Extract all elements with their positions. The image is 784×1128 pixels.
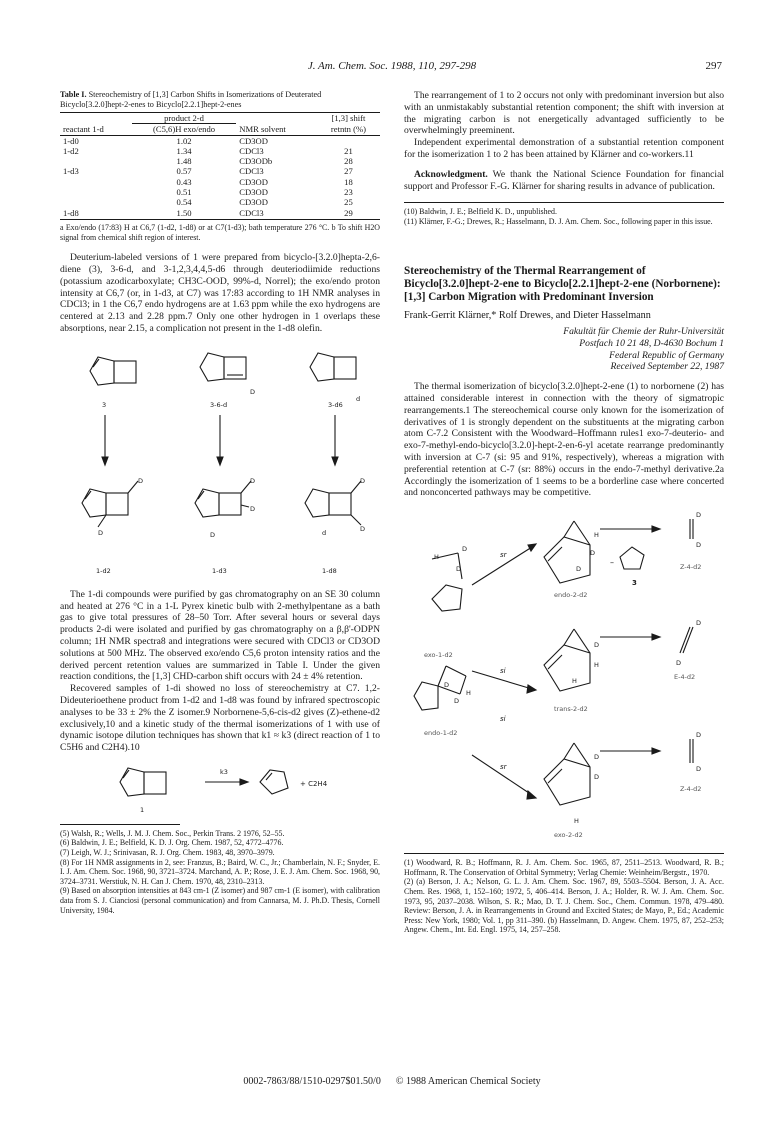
svg-text:d: d: [322, 528, 327, 537]
molecule-label: trans-2-d2: [554, 705, 588, 714]
svg-text:D: D: [454, 697, 460, 706]
cell-reactant: [60, 177, 132, 187]
svg-text:D: D: [594, 753, 600, 762]
cell-ratio: 1.02: [176, 135, 192, 146]
scheme-label: 3-6-d: [210, 400, 228, 409]
right-paragraph-2: Independent experimental demonstration of a substantial retention component for the isomerization 1 to 2 has been attained by Klärner and co-workers.11: [404, 137, 724, 160]
cell-ratio: 0.57: [176, 166, 192, 177]
left-column: [60, 90, 380, 915]
molecule-3: [90, 357, 136, 385]
cell-reactant: 1-d0: [63, 135, 79, 146]
scheme-label: 1-d2: [96, 566, 111, 575]
th-solvent: NMR solvent: [239, 123, 286, 134]
acknowledgment: Acknowledgment. We thank the National Science Foundation for financial support and Professor F.-G. Klärner for sharing results in advance of publication.: [404, 168, 724, 192]
svg-text:H: H: [572, 677, 577, 686]
svg-text:D: D: [594, 641, 600, 650]
page-number: 297: [705, 60, 722, 72]
cell-solvent: CD3ODb: [239, 156, 273, 167]
cell-retn: 25: [344, 197, 353, 208]
table-row: [60, 208, 380, 218]
left-footnotes: [60, 829, 380, 915]
cell-retn: 21: [344, 145, 353, 156]
journal-header: J. Am. Chem. Soc. 1988, 110, 297-298: [307, 60, 477, 72]
compound-3-label: 3: [632, 579, 637, 588]
svg-text:D: D: [462, 545, 468, 554]
svg-text:D: D: [696, 541, 702, 550]
molecule-3-d6: [310, 353, 356, 381]
table-row: [60, 146, 380, 156]
th-shift: [1,3] shift: [331, 113, 366, 123]
table-row: [60, 177, 380, 187]
cell-ratio: 0.51: [176, 187, 192, 198]
product-label: Z-4-d2: [680, 563, 702, 572]
cell-retn: 23: [344, 187, 353, 198]
molecule-1-d3: [195, 481, 251, 517]
svg-text:D: D: [576, 565, 582, 574]
table-row: [60, 187, 380, 197]
svg-text:D: D: [250, 387, 256, 396]
svg-text:D: D: [444, 681, 450, 690]
svg-text:H: H: [574, 817, 579, 826]
affiliation-2: Postfach 10 21 48, D-4630 Bochum 1: [579, 337, 724, 349]
svg-text:D: D: [696, 511, 702, 520]
footnote: (8) For 1H NMR assignments in 2, see: Franzus, B.; Baird, W. C., Jr.; Chamberlain, N. F.; Snyder, E. I. J. Am. Chem. Soc. 1968, 90, 3721–3724. Marchand, A. P.; Rose, J. E. J. Am. Chem. Soc. 1968, 90, 3724–3731. Werstiuk, N. H. Can J. Chem. 1970, 48, 2310–2313.: [60, 857, 380, 886]
footer-code: 0002-7863/88/1510-0297$01.50/0: [243, 1076, 381, 1087]
scheme-label: 1-d3: [212, 566, 227, 575]
affiliation-3: Federal Republic of Germany: [609, 349, 724, 361]
svg-text:D: D: [250, 504, 256, 513]
pathway-label: sr: [500, 763, 507, 772]
th-reactant: reactant 1-d: [63, 123, 104, 134]
svg-text:D: D: [696, 731, 702, 740]
scheme-label: 3-d6: [328, 400, 343, 409]
pathway-label: si: [500, 715, 506, 724]
svg-text:D: D: [138, 476, 144, 485]
cell-solvent: CDCl3: [239, 207, 264, 218]
footnote: (6) Baldwin, J. E.; Belfield, K. D. J. Org. Chem. 1987, 52, 4772–4776.: [60, 838, 284, 848]
right-footnotes: [404, 858, 724, 935]
svg-text:D: D: [98, 528, 104, 537]
cell-solvent: CDCl3: [239, 166, 264, 177]
cell-retn: 28: [344, 156, 353, 167]
cell-ratio: 1.48: [176, 156, 192, 167]
pathway-label: sr: [500, 551, 507, 560]
svg-text:D: D: [360, 524, 366, 533]
cell-ratio: 1.34: [176, 145, 192, 156]
svg-text:D: D: [696, 765, 702, 774]
svg-text:–: –: [610, 558, 614, 568]
svg-text:H: H: [466, 689, 471, 698]
scheme-label: 3: [102, 400, 107, 409]
affiliation-1: Fakultät für Chemie der Ruhr-Universität: [563, 325, 724, 337]
left-scheme: [60, 339, 380, 589]
cell-retn: 27: [344, 166, 353, 177]
table-caption: Table I. Stereochemistry of [1,3] Carbon Shifts in Isomerizations of Deuterated Bicyclo[3.2.0]hept-2-enes to Bicyclo[2.2.1]hept-2-enes: [60, 90, 322, 109]
svg-text:D: D: [210, 530, 216, 539]
reactant-1-label: 1: [140, 805, 145, 814]
svg-text:D: D: [250, 476, 256, 485]
molecule-label: endo-1-d2: [424, 729, 458, 738]
cell-retn: [317, 135, 380, 146]
molecule-label: exo-2-d2: [554, 831, 583, 840]
article-title: Stereochemistry of the Thermal Rearrangement of Bicyclo[3.2.0]hept-2-ene to Bicyclo[2.2.1]hept-2-ene (Norbornene): [1,3] Carbon Migration with Predominant Inversion: [404, 264, 721, 303]
th-retn: retntn (%): [330, 123, 366, 134]
th-ratio: (C5,6)H exo/endo: [153, 124, 216, 135]
cell-reactant: [60, 156, 132, 166]
cell-solvent: CD3OD: [239, 135, 268, 146]
cell-reactant: 1-d8: [63, 207, 79, 218]
right-top-footnotes: [404, 207, 724, 226]
table-row: [60, 156, 380, 166]
svg-text:D: D: [590, 549, 596, 558]
svg-text:d: d: [356, 394, 361, 403]
pathway-label: si: [500, 667, 506, 676]
footer-copyright: © 1988 American Chemical Society: [395, 1076, 541, 1087]
scheme-label: 1-d8: [322, 566, 337, 575]
molecule-label: exo-1-d2: [424, 651, 453, 660]
table-row: [60, 166, 380, 176]
right-paragraph-1: The rearrangement of 1 to 2 occurs not only with predominant inversion but also with an unmistakably substantial retention component; the shift with inversion at the migrating carbon is not energetically advantaged sufficiently to be overwhelmingly preeminent.: [404, 90, 724, 137]
table-row: [60, 135, 380, 146]
cell-retn: 18: [344, 176, 353, 187]
svg-text:D: D: [360, 476, 366, 485]
authors: Frank-Gerrit Klärner,* Rolf Drewes, and Dieter Hasselmann: [404, 310, 651, 322]
molecule-1-d2: [82, 481, 138, 527]
table-caption-text: Stereochemistry of [1,3] Carbon Shifts in Isomerizations of Deuterated Bicyclo[3.2.0]hept-2-enes to Bicyclo[2.2.1]hept-2-enes: [60, 90, 322, 109]
svg-text:D: D: [696, 619, 702, 628]
table-row: [60, 197, 380, 207]
cell-solvent: CD3OD: [239, 197, 268, 208]
cell-reactant: [60, 197, 132, 207]
left-paragraph-3: Recovered samples of 1-di showed no loss of stereochemistry at C7. 1,2-Dideuterioethene product from 1-d2 and 1-d8 was found by infrared spectroscopic analyses to be 33 ± 2% the Z isomer.9 Norbornene-5,6-cis-d2 gives (Z)-ethene-d2 exclusively,10 and a kinetic study of the thermal isomerizations of 1 with use of dynamic isotope dilution techniques has shown that k1 ≈ k3 (direct reaction of 1 to C5H6 and C2H4).10: [60, 683, 380, 754]
c2h4-label: + C2H4: [300, 779, 328, 788]
right-column: [404, 90, 724, 935]
molecule-label: endo-2-d2: [554, 591, 588, 600]
cell-retn: 29: [344, 207, 353, 218]
cell-solvent: CDCl3: [239, 145, 264, 156]
left-paragraph-2: The 1-di compounds were purified by gas chromatography on an SE 30 column and heated at 276 °C in a 1-L Pyrex kinetic bulb with 2-methylpentane as a bath gas to give total pressures of 28–50 Torr. After several hours or several days products 2-di were isolated and purified by gas chromatography on a β,β'-ODPN column; 1H NMR spectra8 and integrations were secured with CDCl3 or CD3OD solutions at 500 MHz. The observed exo/endo C5,6 proton intensity ratios and the derived percent retention values are summarized in Table I. Under the given reaction conditions, the [1,3] CHD-carbon shift occurs with 24 ± 4% retention.: [60, 588, 380, 683]
page-footer: [0, 1076, 784, 1087]
right-body: The thermal isomerization of bicyclo[3.2.0]hept-2-ene (1) to norbornene (2) has attained considerable interest in connection with the theory of sigmatropic rearrangements.1 The stereochemical course only known for the isomerization of derivatives of 1 is strongly dependent on the substituents at the migrating carbon atom C-7.2 Consistent with the Woodward–Hoffmann rules1 exo-7-deuterio- and exo-7-methyl-endo-bicyclo[3.2.0]-hept-2-en-6-yl acetate rearrange predominantly with inversion at C-7 (si: 95 and 91%, respectively), whereas a migration with preferential retention at C-7 (sr: 88%) occurs in the endo-7-methyl derivative.2a Accordingly the isomerization of 1 seems to be a borderline case where concerted and nonconcerted pathways may be competitive.: [404, 381, 724, 499]
cell-reactant: 1-d2: [63, 145, 79, 156]
svg-text:H: H: [434, 553, 439, 562]
footnote: (1) Woodward, R. B.; Hoffmann, R. J. Am. Chem. Soc. 1965, 87, 2511–2513. Woodward, R. B.; Hoffmann, R. The Conservation of Orbital Symmetry; Verlag Chemie: Weinheim/Bergstr., 1970.: [404, 858, 724, 877]
table-1: [60, 112, 380, 218]
cell-reactant: [60, 187, 132, 197]
table-footnote: a Exo/endo (17:83) H at C6,7 (1-d2, 1-d8) or at C7(1-d3); bath temperature 276 °C. b To shift H2O signal from chemical shift region of interest.: [60, 222, 380, 242]
product-label: Z-4-d2: [680, 785, 702, 794]
left-paragraph-1: Deuterium-labeled versions of 1 were prepared from bicyclo-[3.2.0]hepta-2,6-diene (3), 3-6-d, and 3-1,2,3,4,4,5-d6 through deuteriodiimide reductions (potassium azodicarboxylate; CH3C-OOD, 99%-d, Norrel); the exo/endo proton intensity at C6,7 (or, in 1-d3, at C7) was 17:83 according to 1H NMR analyses in CDCl3; in 1 the C6,7 endo hydrogens are at 1.63 ppm while the exo hydrogens are centered at 2.13 and 2.28 ppm.7 Only one other hydrogen in 1 overlaps these absorptions, near 2.15, a complication not present in the 1-d8 olefin.: [60, 252, 380, 334]
footnote: (7) Leigh, W. J.; Srinivasan, R. J. Org. Chem. 1983, 48, 3970–3979.: [60, 848, 275, 858]
received-date: Received September 22, 1987: [610, 361, 724, 373]
footnote: (10) Baldwin, J. E.; Belfield K. D., unpublished.: [404, 207, 557, 217]
k3-label: k3: [220, 767, 228, 776]
right-scheme: [404, 507, 724, 845]
cell-solvent: CD3OD: [239, 187, 268, 198]
cell-ratio: 1.50: [176, 207, 192, 218]
cell-ratio: 0.43: [176, 176, 192, 187]
product-label: E-4-d2: [674, 673, 696, 682]
footnote: (2) (a) Berson, J. A.; Nelson, G. L. J. Am. Chem. Soc. 1967, 89, 5503–5504. Berson, J. A. Acc. Chem. Res. 1968, 1, 152–160; 1972, 5, 406–414. Berson, J. A.; Holder, R. W. J. Am. Chem. Soc. 1973, 95, 2037–2038. Wilson, S. R.; Mao, D. T. J. Chem. Soc., Chem. Commun. 1978, 479–480. Review: Berson, J. A. in Rearrangements in Ground and Excited States; de Mayo, P., Ed.; Academic Press: New York, 1980; Vol. 1, pp 311–390. (b) Hasselmann, D. Angew. Chem. 1975, 87, 252–253; Angew. Chem., Int. Ed. Engl. 1975, 14, 257–258.: [404, 877, 724, 935]
footnote: (5) Walsh, R.; Wells, J. M. J. Chem. Soc., Perkin Trans. 2 1976, 52–55.: [60, 828, 285, 838]
cell-ratio: 0.54: [176, 197, 192, 208]
kinetic-scheme: [60, 758, 380, 816]
th-product: product 2-d: [132, 113, 236, 124]
svg-text:D: D: [456, 565, 462, 574]
molecule-3-6-d: [200, 353, 246, 381]
svg-text:H: H: [594, 531, 599, 540]
svg-text:D: D: [594, 773, 600, 782]
molecule-1-d8: [305, 481, 361, 525]
footnote: (11) Klärner, F.-G.; Drewes, R.; Hasselmann, D. J. Am. Chem. Soc., following paper in this issue.: [404, 216, 713, 226]
cell-solvent: CD3OD: [239, 176, 268, 187]
svg-text:D: D: [676, 659, 682, 668]
cell-reactant: 1-d3: [63, 166, 79, 177]
svg-text:H: H: [594, 661, 599, 670]
footnote: (9) Based on absorption intensities at 843 cm-1 (Z isomer) and 987 cm-1 (E isomer), with calibration data from S. J. Cianciosi (personal communication) and from Cannarsa, M. J. Ph.D. Thesis, Cornell University, 1984.: [60, 886, 380, 915]
